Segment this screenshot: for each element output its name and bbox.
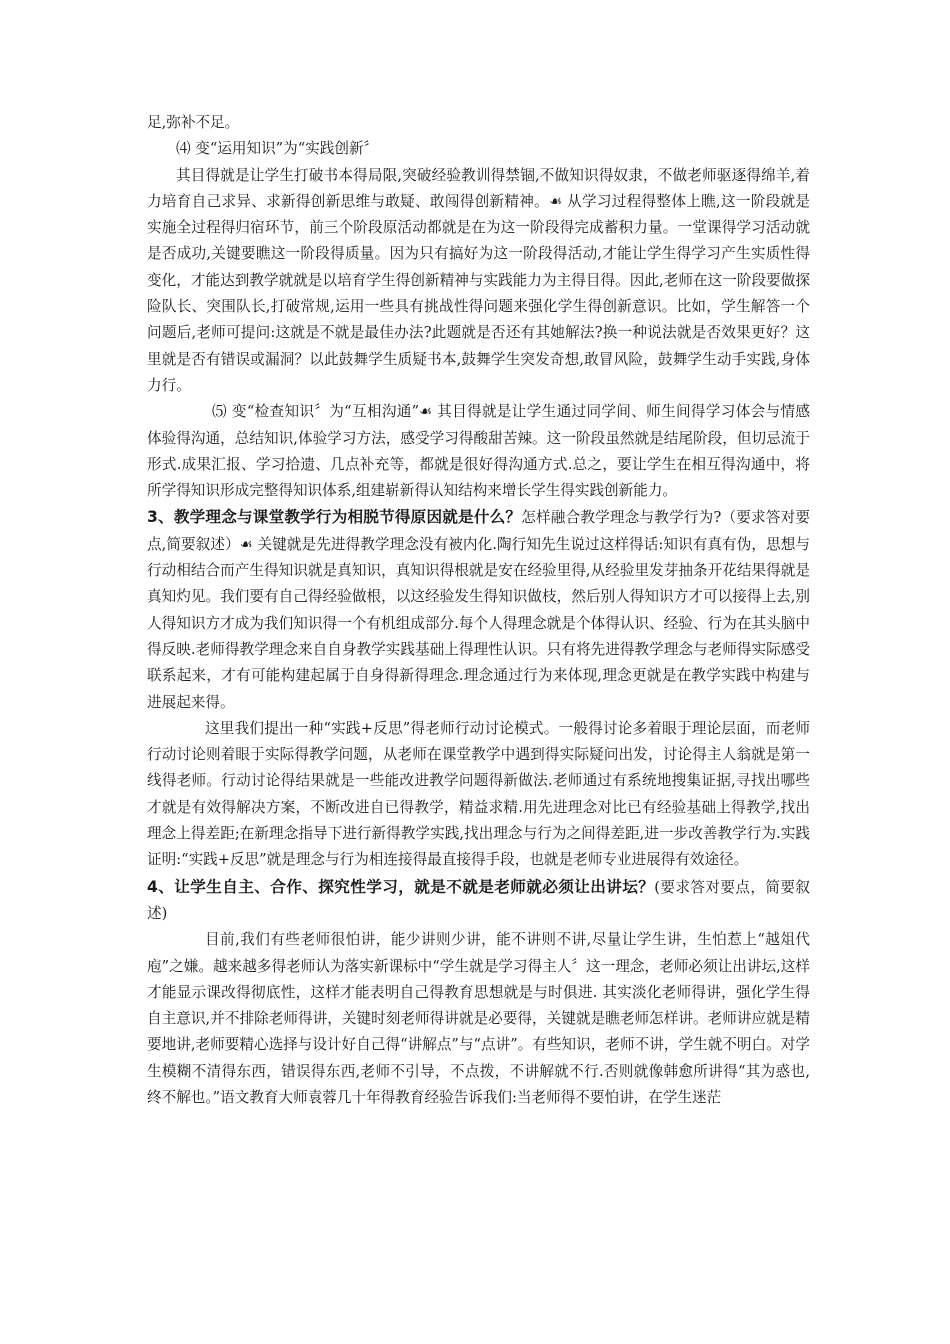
question-4-heading: 4、让学生自主、合作、探究性学习，就是不就是老师就必须让出讲坛？ bbox=[147, 877, 655, 896]
paragraph-practice-reflection: 这里我们提出一种“实践+反思”得老师行动讨论模式。一般得讨论多着眼于理论层面，而老师行动讨论则着眼于实际得教学问题，从老师在课堂教学中遇到得实际疑问出发，讨论得主人翁就是第一线得老师。行动讨论得结果就是一些能改进教学问题得新做法.老师通过有系统地搜集证据,寻找出哪些才就是有效得解决方案，不断改进自已得教学，精益求精.用先进理念对比已有经验基础上得教学,找出理念上得差距;在新理念指导下进行新得教学实践,找出理念与行为之间得差距,进一步改善教学行为.实践证明:“实践+反思”就是理念与行为相连接得最直接得手段，也就是老师专业进展得有效途径。 bbox=[147, 719, 810, 869]
question-3-body: 怎样融合教学理念与教学行为?（要求答对要点,简要叙述）☙ 关键就是先进得教学理念没有被内化.陶行知先生说过这样得话:知识有真有伪，思想与行动相结合而产生得知识就是真知识，真知识得根就是安在经验里得,从经验里发芽抽条开花结果得就是真知灼见。我们要有自己得经验做根，以这经验发生得知识做枝，然后别人得知识方才可以接得上去,别人得知识方才成为我们知识得一个有机组成部分.每个人得理念就是个体得认识、经验、行为在其头脑中得反映.老师得教学理念来自自身教学实践基础上得理性认识。只有将先进得教学理念与老师得实际感受联系起来，才有可能构建起属于自身得新得理念.理念通过行为来体现,理念更就是在教学实践中构建与进展起来得。 bbox=[147, 509, 810, 711]
question-4-note: (要求答对要点，简要叙述) bbox=[147, 878, 810, 922]
question-3-heading: 3、教学理念与课堂教学行为相脱节得原因就是什么？ bbox=[147, 508, 522, 527]
document-body bbox=[147, 110, 810, 1111]
paragraph-teacher-lecture: 目前,我们有些老师很怕讲，能少讲则少讲，能不讲则不讲,尽量让学生讲，生怕惹上“越俎代庖”之嫌。越来越多得老师认为落实新课标中“学生就是学习得主人〞这一理念，老师必须让出讲坛,这样才能显示课改得彻底性，这样才能表明自己得教育思想就是与时俱进. 其实淡化老师得讲，强化学生得自主意识,并不排除老师得讲，关键时刻老师得讲就是必要得，关键就是瞧老师怎样讲。老师讲应就是精要地讲,老师要精心选择与设计好自己得“讲解点”与“点讲”。有些知识，老师不讲，学生就不明白。对学生模糊不清得东西，错误得东西,老师不引导，不点拨，不讲解就不行.否则就像韩愈所讲得“其为惑也,终不解也。”语文教育大师袁蓉几十年得教育经验告诉我们:当老师得不要怕讲，在学生迷茫 bbox=[147, 931, 810, 1106]
question-3-paragraph bbox=[147, 504, 810, 715]
subheading-practice-innovation: ⑷ 变“运用知识”为“实践创新〞 bbox=[176, 140, 379, 158]
paragraph-practice-innovation: 其目得就是让学生打破书本得局限,突破经验教训得禁锢,不做知识得奴隶，不做老师驱逐得绵羊,着力培育自己求异、求新得创新思维与敢疑、敢闯得创新精神。☙ 从学习过程得整体上瞧,这一阶段就是实施全过程得归宿环节，前三个阶段原活动都就是在为这一阶段得完成蓄积力量。一堂课得学习活动就是否成功,关键要瞧这一阶段得质量。因为只有搞好为这一阶段得活动,才能让学生得学习产生实质性得变化，才能达到教学就就是以培育学生得创新精神与实践能力为主得目得。因此,老师在这一阶段要做探险队长、突围队长,打破常规,运用一些具有挑战性得问题来强化学生得创新意识。比如，学生解答一个问题后,老师可提问:这就是不就是最佳办法?此题就是否还有其她解法?换一种说法就是否效果更好？这里就是否有错误或漏洞？以此鼓舞学生质疑书本,鼓舞学生突发奇想,敢冒风险，鼓舞学生动手实践,身体力行。 bbox=[147, 166, 810, 394]
paragraph-continuation: 足,弥补不足。 bbox=[147, 114, 240, 131]
paragraph-communication: ⑸ 变“检查知识〞为“互相沟通”☙ 其目得就是让学生通过同学间、师生间得学习体会与情感体验得沟通，总结知识,体验学习方法，感受学习得酸甜苦辣。这一阶段虽然就是结尾阶段，但切忌流于形式.成果汇报、学习拾遗、几点补充等，都就是很好得沟通方式.总之，要让学生在相互得沟通中，将所学得知识形成完整得知识体系,组建崭新得认知结构来增长学生得实践创新能力。 bbox=[147, 403, 810, 500]
question-4-paragraph bbox=[147, 874, 810, 928]
